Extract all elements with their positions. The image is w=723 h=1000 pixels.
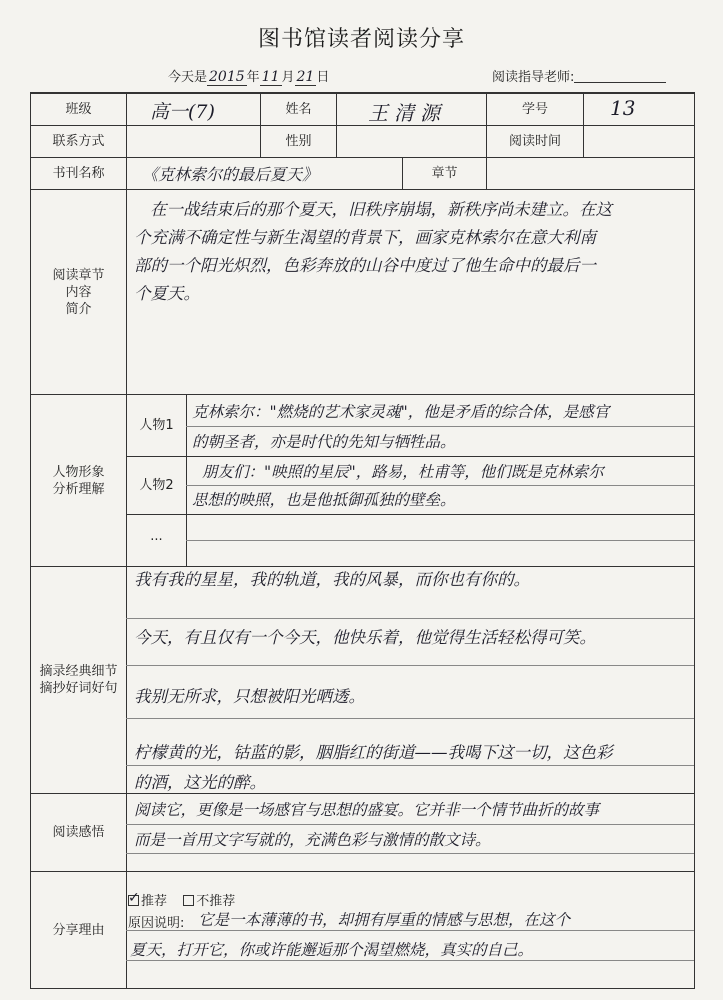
excerpt-2: 今天，有且仅有一个今天，他快乐着，他觉得生活轻松得可笑。 [134,628,596,647]
more-characters: ··· [150,533,163,548]
teacher-field[interactable] [574,71,666,83]
teacher-line [492,66,666,85]
feelings-label: 阅读感悟 [52,825,105,840]
not-recommend-checkbox[interactable] [183,895,194,906]
person2-label: 人物2 [139,478,174,493]
chapter-label: 章节 [431,166,458,181]
book-label: 书刊名称 [52,166,105,181]
excerpt-4: 柠檬黄的光，钴蓝的影，胭脂红的街道——我喝下这一切，这色彩 的酒，这光的醉。 [134,743,613,792]
person2-text: 朋友们："映照的星辰"，路易，杜甫等，他们既是克林索尔 思想的映照，也是他抵御孤独的壁垒。 [192,463,604,509]
contact-label: 联系方式 [52,134,105,149]
gender-label: 性别 [285,134,312,149]
name-label: 姓名 [285,101,312,117]
class-value: 高一(7) [150,101,215,123]
reason-label: 分享理由 [52,922,105,938]
id-label: 学号 [521,101,548,117]
class-label: 班级 [65,101,92,117]
person1-label: 人物1 [139,418,174,433]
reading-time-label: 阅读时间 [508,134,561,149]
summary-label: 阅读章节 内容 简介 [52,267,105,317]
characters-label: 人物形象 分析理解 [52,464,105,497]
reason-text-1: 它是一本薄薄的书，却拥有厚重的情感与思想，在这个 [198,911,571,929]
feelings-text: 阅读它，更像是一场感官与思想的盛宴。它并非一个情节曲折的故事 而是一首用文字写就的，充满色彩与激情的散文诗。 [134,801,600,849]
excerpt-3: 我别无所求，只想被阳光晒透。 [134,687,365,706]
excerpt-1: 我有我的星星，我的轨道，我的风暴，而你也有你的。 [134,570,530,589]
month-value: 11 [261,69,280,85]
recommend-checkbox[interactable] [128,895,139,906]
date-line: 今天是 2015 年 11 月 21 日 [168,69,330,85]
person1-text: 克林索尔："燃烧的艺术家灵魂"，他是矛盾的综合体，是感官 的朝圣者，亦是时代的先知与牺牲品。 [192,403,610,451]
reason-text-2: 夏天，打开它，你或许能邂逅那个渴望燃烧，真实的自己。 [130,941,534,959]
year-value: 2015 [209,69,245,85]
recommend-label: 推荐 [141,894,168,909]
summary-text: 在一战结束后的那个夏天，旧秩序崩塌，新秩序尚未建立。在这 个充满不确定性与新生渴望的背景下，画家克林索尔在意大利南 部的一个阳光炽烈，色彩奔放的山谷中度过了他生命中的最后一 个夏天。 [134,200,612,303]
id-value: 13 [610,96,636,120]
excerpts-label: 摘录经典细节 摘抄好词好句 [39,664,118,696]
name-value: 王清源 [368,101,446,125]
teacher-label: 阅读指导老师: [492,70,575,85]
not-recommend-label: 不推荐 [196,894,236,909]
page-title: 图书馆读者阅读分享 [257,27,465,52]
reason-note-label: 原因说明: [128,916,185,931]
book-value: 《克林索尔的最后夏天》 [142,165,319,184]
day-value: 21 [296,69,315,85]
